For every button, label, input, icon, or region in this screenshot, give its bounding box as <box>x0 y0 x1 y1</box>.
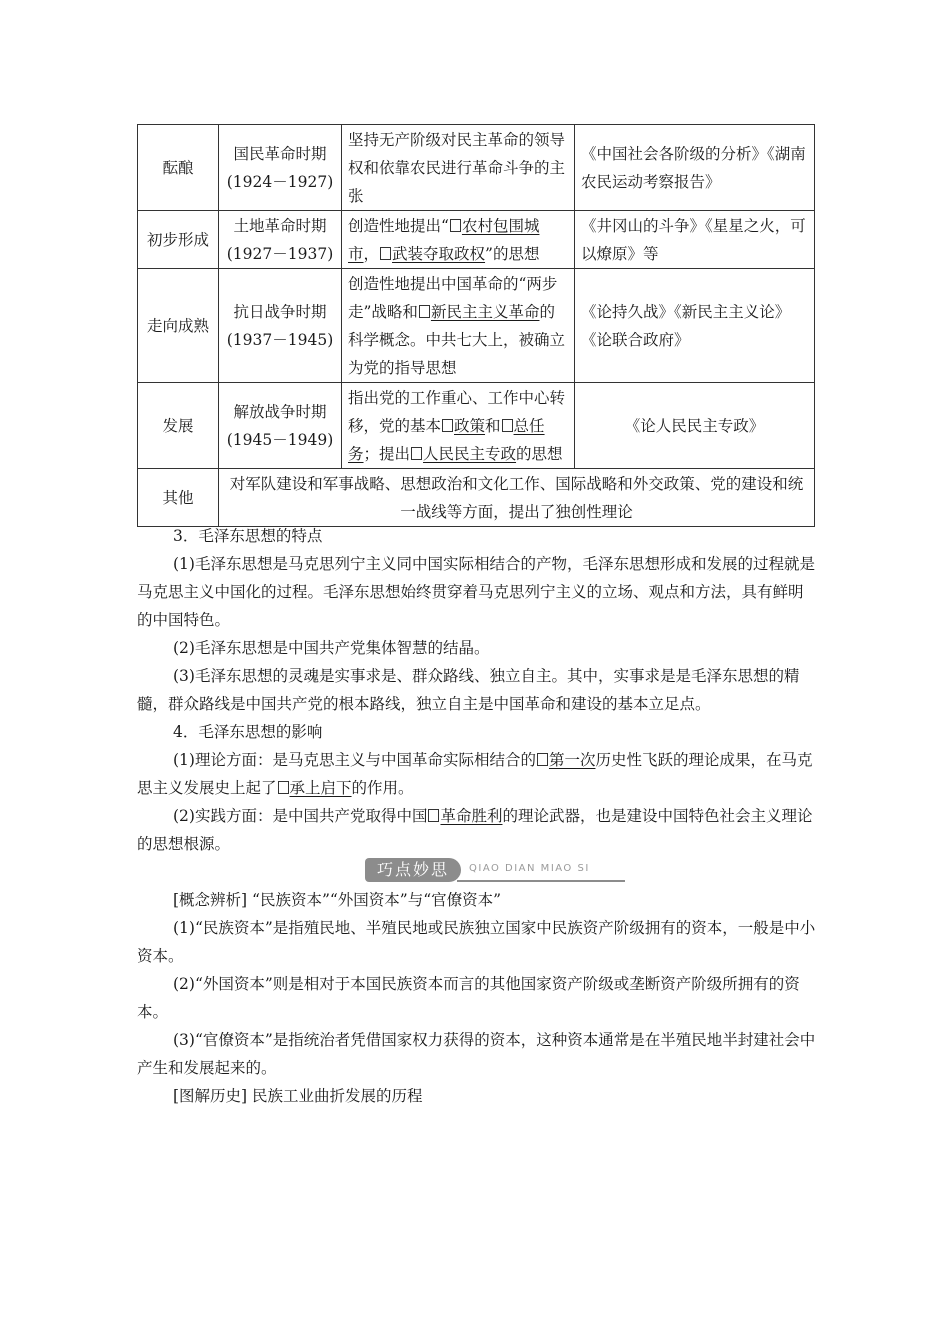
works-cell: 《论人民民主专政》 <box>575 383 815 469</box>
content-cell: 创造性地提出“ 农村包围城市， 武装夺取政权”的思想 <box>342 211 575 269</box>
section-banner <box>365 858 627 884</box>
key-term: 承上启下 <box>289 779 352 797</box>
paragraph: (1)毛泽东思想是马克思列宁主义同中国实际相结合的产物，毛泽东思想形成和发展的过程就是马克思主义中国化的过程。毛泽东思想始终贯穿着马克思列宁主义的立场、观点和方法，具有鲜明的中国特色。 <box>137 555 815 629</box>
section-heading: 3．毛泽东思想的特点 <box>173 527 323 545</box>
key-term: 政策 <box>454 416 486 435</box>
works-cell: 《中国社会各阶级的分析》《湖南农民运动考察报告》 <box>575 125 815 211</box>
table-row <box>138 125 815 211</box>
blank-box <box>278 781 289 794</box>
content-cell: 对军队建设和军事战略、思想政治和文化工作、国际战略和外交政策、党的建设和统一战线等方面，提出了独创性理论 <box>219 469 815 527</box>
period-cell: 抗日战争时期 (1937－1945) <box>219 269 342 383</box>
banner-title: 巧点妙思 <box>365 858 461 882</box>
key-term: 农村包围城市 <box>348 216 540 263</box>
paragraph: (2)“外国资本”则是相对于本国民族资本而言的其他国家资产阶级或垄断资产阶级所拥有的资本。 <box>137 975 800 1021</box>
key-term: 总任务 <box>348 416 545 463</box>
content-cell: 指出党的工作重心、工作中心转移，党的基本 政策和 总任务；提出 人民民主专政的思想 <box>342 383 575 469</box>
table-row <box>138 211 815 269</box>
paragraph: (1)理论方面：是马克思主义与中国革命实际相结合的 第一次历史性飞跃的理论成果，在马克思主义发展史上起了 承上启下的作用。 <box>137 751 813 797</box>
section-heading: 4．毛泽东思想的影响 <box>173 723 323 741</box>
stage-cell: 其他 <box>138 469 219 527</box>
blank-box <box>419 305 430 318</box>
stage-cell: 走向成熟 <box>138 269 219 383</box>
blank-box <box>442 419 453 432</box>
blank-box <box>411 447 422 460</box>
key-term: 第一次 <box>548 751 596 769</box>
content-cell: 创造性地提出中国革命的“两步走”战略和 新民主主义革命的科学概念。中共七大上，被确立为党的指导思想 <box>342 269 575 383</box>
blank-box <box>502 419 513 432</box>
blank-box <box>450 219 461 232</box>
content-cell: 坚持无产阶级对民主革命的领导权和依靠农民进行革命斗争的主张 <box>342 125 575 211</box>
period-cell: 国民革命时期 (1924－1927) <box>219 125 342 211</box>
mao-thought-table <box>137 124 815 527</box>
banner-rule <box>457 880 625 882</box>
blank-box <box>537 753 548 766</box>
paragraph: (3)“官僚资本”是指统治者凭借国家权力获得的资本，这种资本通常是在半殖民地半封建社会中产生和发展起来的。 <box>137 1031 816 1077</box>
banner-pinyin: QIAO DIAN MIAO SI <box>469 863 590 874</box>
key-term: 人民民主专政 <box>423 444 517 463</box>
table-row <box>138 383 815 469</box>
table-row <box>138 269 815 383</box>
period-cell: 解放战争时期 (1945－1949) <box>219 383 342 469</box>
paragraph: (2)毛泽东思想是中国共产党集体智慧的结晶。 <box>173 639 490 657</box>
paragraph: (2)实践方面：是中国共产党取得中国 革命胜利的理论武器，也是建设中国特色社会主义理论的思想根源。 <box>137 807 813 853</box>
blank-box <box>380 247 391 260</box>
key-term: 武装夺取政权 <box>392 244 486 263</box>
stage-cell: 发展 <box>138 383 219 469</box>
key-term: 革命胜利 <box>440 807 503 825</box>
key-term: 新民主主义革命 <box>430 302 540 321</box>
works-cell: 《论持久战》《新民主主义论》《论联合政府》 <box>575 269 815 383</box>
concepts-text <box>137 886 817 1110</box>
stage-cell: 酝酿 <box>138 125 219 211</box>
body-text <box>137 522 817 858</box>
paragraph: (1)“民族资本”是指殖民地、半殖民地或民族独立国家中民族资产阶级拥有的资本，一般是中小资本。 <box>137 919 816 965</box>
section-heading: [图解历史] 民族工业曲折发展的历程 <box>173 1087 423 1105</box>
period-cell: 土地革命时期 (1927－1937) <box>219 211 342 269</box>
paragraph: (3)毛泽东思想的灵魂是实事求是、群众路线、独立自主。其中，实事求是是毛泽东思想的精髓，群众路线是中国共产党的根本路线，独立自主是中国革命和建设的基本立足点。 <box>137 667 800 713</box>
section-heading: [概念辨析] “民族资本”“外国资本”与“官僚资本” <box>173 891 502 909</box>
blank-box <box>428 809 439 822</box>
works-cell: 《井冈山的斗争》《星星之火，可以燎原》等 <box>575 211 815 269</box>
stage-cell: 初步形成 <box>138 211 219 269</box>
table-row <box>138 469 815 527</box>
